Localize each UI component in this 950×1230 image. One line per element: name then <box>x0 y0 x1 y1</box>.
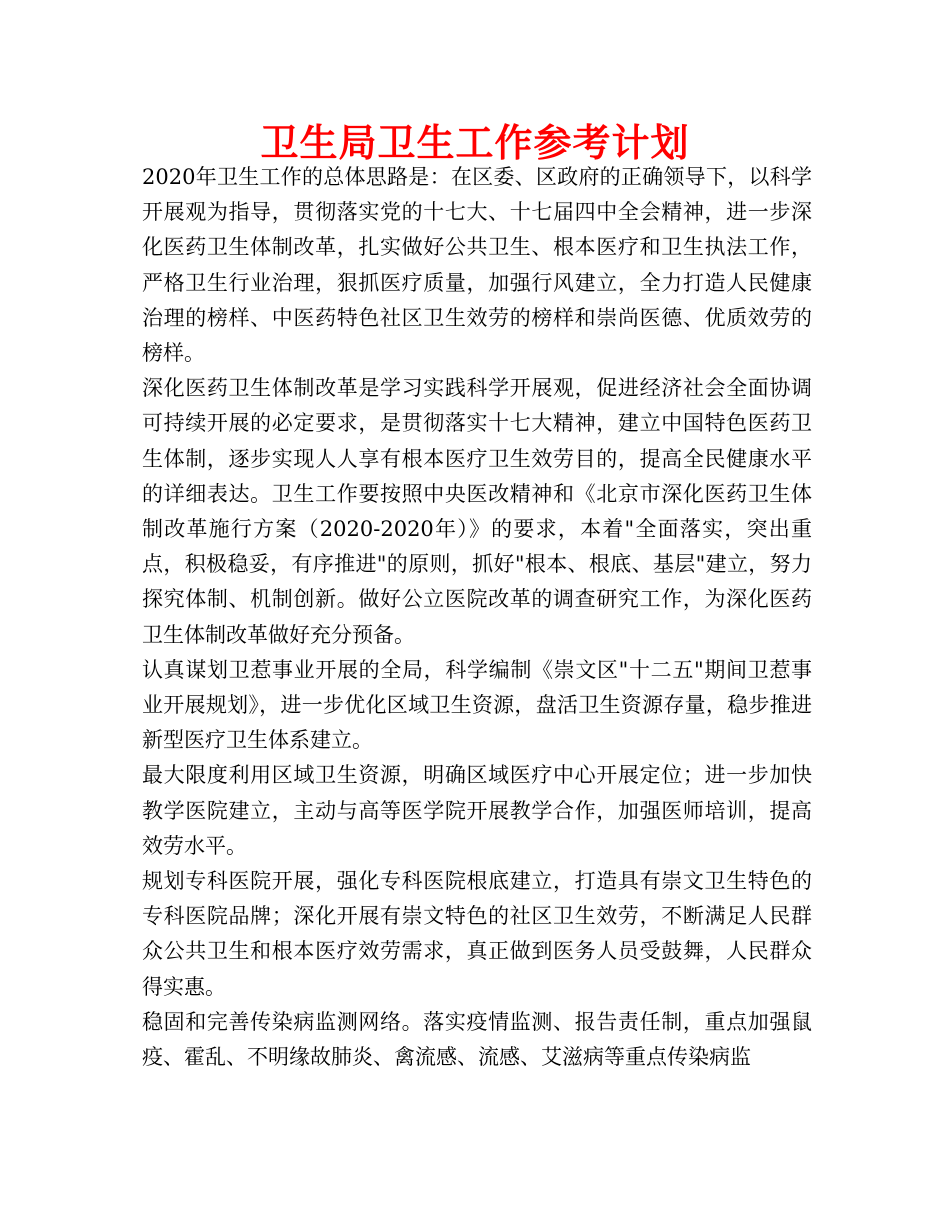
paragraph: 最大限度利用区域卫生资源，明确区域医疗中心开展定位；进一步加快教学医院建立，主动与高等医学院开展教学合作，加强医师培训，提高效劳水平。 <box>142 763 812 858</box>
paragraph: 稳固和完善传染病监测网络。落实疫情监测、报告责任制，重点加强鼠疫、霍乱、不明缘故肺炎、禽流感、流感、艾滋病等重点传染病监 <box>142 1009 812 1070</box>
document-body <box>142 160 812 1075</box>
paragraph: 规划专科医院开展，强化专科医院根底建立，打造具有崇文卫生特色的专科医院品牌；深化开展有崇文特色的社区卫生效劳，不断满足人民群众公共卫生和根本医疗效劳需求，真正做到医务人员受鼓舞，人民群众得实惠。 <box>142 869 812 999</box>
paragraph: 2020年卫生工作的总体思路是：在区委、区政府的正确领导下，以科学开展观为指导，贯彻落实党的十七大、十七届四中全会精神，进一步深化医药卫生体制改革，扎实做好公共卫生、根本医疗和卫生执法工作，严格卫生行业治理，狠抓医疗质量，加强行风建立，全力打造人民健康治理的榜样、中医药特色社区卫生效劳的榜样和崇尚医德、优质效劳的榜样。 <box>142 165 812 366</box>
document-title: 卫生局卫生工作参考计划 <box>260 121 690 165</box>
paragraph: 深化医药卫生体制改革是学习实践科学开展观，促进经济社会全面协调可持续开展的必定要求，是贯彻落实十七大精神，建立中国特色医药卫生体制，逐步实现人人享有根本医疗卫生效劳目的，提高全民健康水平的详细表达。卫生工作要按照中央医改精神和《北京市深化医药卫生体制改革施行方案（2020-2020年）》的要求，本着"全面落实，突出重点，积极稳妥，有序推进"的原则，抓好"根本、根底、基层"建立，努力探究体制、机制创新。做好公立医院改革的调查研究工作，为深化医药卫生体制改革做好充分预备。 <box>142 376 812 647</box>
paragraph: 认真谋划卫惹事业开展的全局，科学编制《崇文区"十二五"期间卫惹事业开展规划》，进一步优化区域卫生资源，盘活卫生资源存量，稳步推进新型医疗卫生体系建立。 <box>142 657 812 753</box>
